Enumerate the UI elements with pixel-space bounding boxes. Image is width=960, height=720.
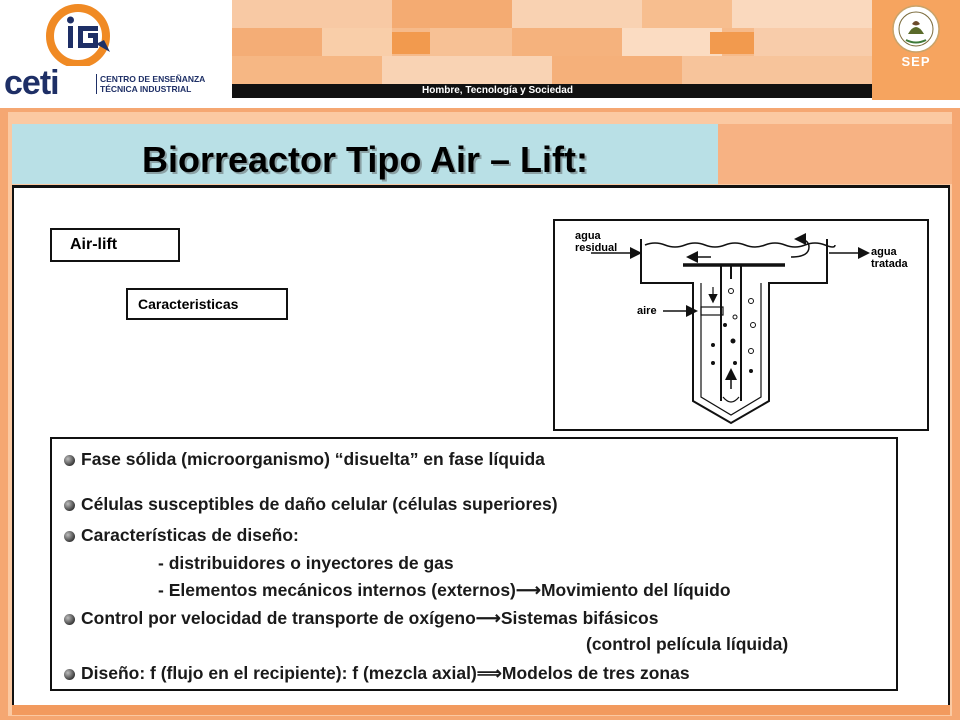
bullet-icon (64, 500, 75, 511)
airlift-label-box: Air-lift (50, 228, 180, 262)
header-mosaic (232, 0, 872, 84)
airlift-diagram (553, 219, 929, 431)
national-seal-icon (886, 4, 946, 54)
list-subitem: - Elementos mecánicos internos (externos)⟶Movimiento del líquido (158, 580, 731, 600)
bullet-icon (64, 614, 75, 625)
header-banner (0, 0, 960, 100)
inlet-label-line1: agua (575, 230, 601, 242)
ceti-subtitle-line2: TÉCNICA INDUSTRIAL (100, 84, 192, 94)
caracteristicas-label-box: Caracteristicas (126, 288, 288, 320)
arrow-right-icon: ⟶ (515, 580, 541, 600)
double-arrow-right-icon: ⟹ (476, 663, 502, 683)
inlet-label-line2: residual (575, 242, 618, 254)
title-side-strip (718, 124, 952, 184)
list-item: Células susceptibles de daño celular (células superiores) (64, 494, 558, 514)
list-item-continuation: (control película líquida) (586, 634, 789, 654)
footer-bar (12, 705, 950, 715)
ceti-wordmark: ceti (4, 64, 59, 102)
list-item: Control por velocidad de transporte de oxígeno⟶Sistemas bifásicos (64, 608, 658, 628)
sep-logo (872, 0, 960, 100)
ceti-subtitle-line1: CENTRO DE ENSEÑANZA (100, 74, 206, 84)
header-tagline: Hombre, Tecnología y Sociedad (422, 85, 573, 96)
list-item: Características de diseño: (64, 525, 299, 545)
arrow-right-icon: ⟶ (475, 608, 501, 628)
list-item: Diseño: f (flujo en el recipiente): f (mezcla axial)⟹Modelos de tres zonas (64, 663, 690, 683)
ceti-emblem-icon (26, 4, 136, 66)
sep-label: SEP (901, 54, 931, 69)
outlet-label-line2: tratada (871, 258, 908, 270)
list-item: Fase sólida (microorganismo) “disuelta” en fase líquida (64, 449, 545, 469)
list-subitem: - distribuidores o inyectores de gas (158, 553, 454, 573)
ceti-subtitle (96, 74, 234, 94)
title-box (12, 124, 718, 184)
slide-title: Biorreactor Tipo Air – Lift: (141, 139, 589, 180)
bullet-icon (64, 669, 75, 680)
bullet-icon (64, 455, 75, 466)
bullet-icon (64, 531, 75, 542)
air-label: aire (637, 305, 657, 317)
tagline-bar (232, 84, 872, 98)
outlet-label-line1: agua (871, 246, 897, 258)
ceti-logo (0, 0, 232, 100)
